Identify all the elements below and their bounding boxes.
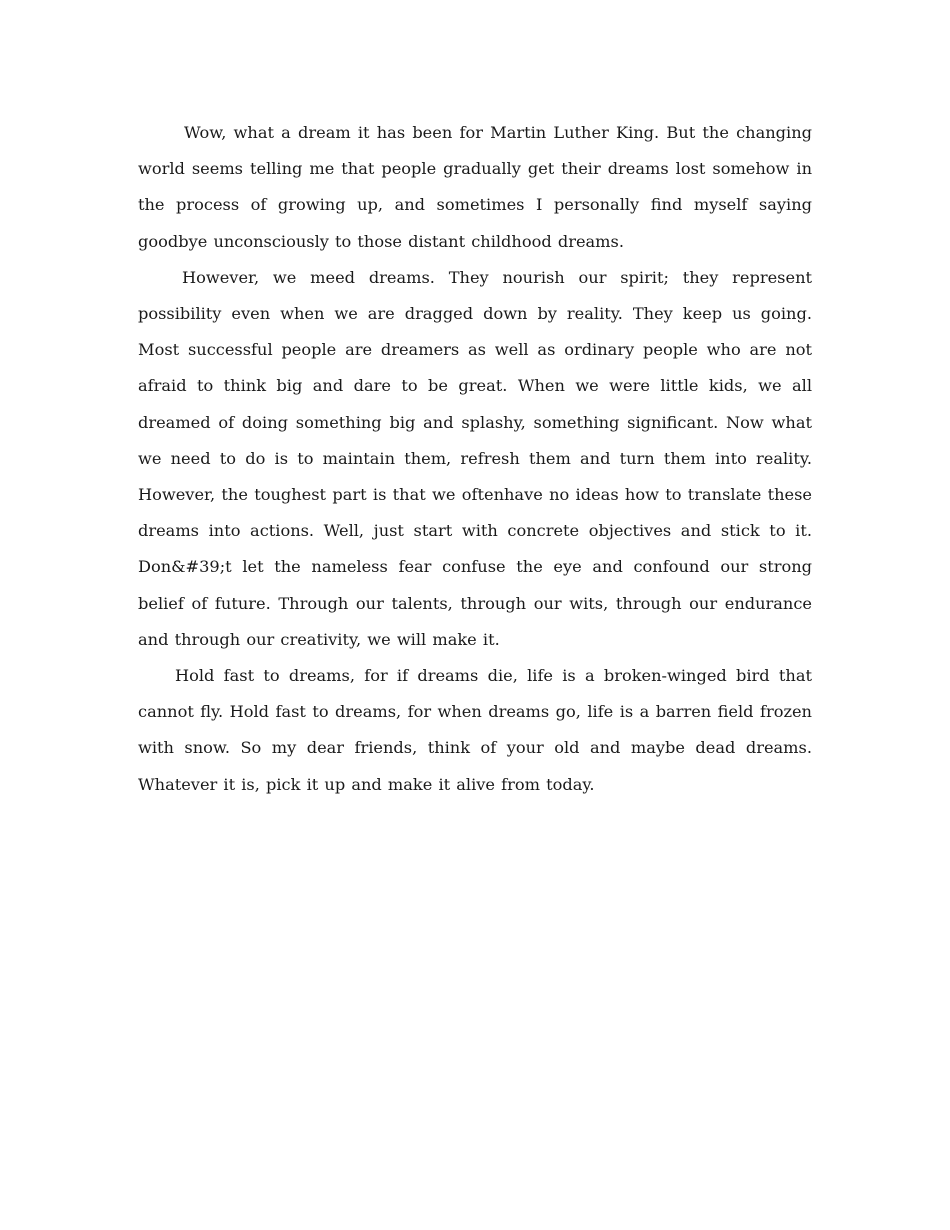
- paragraph-1: Wow, what a dream it has been for Martin Luther King. But the changing world seems telling me that people gradually get their dreams lost somehow in the process of growing up, and sometimes I personally find myself saying goodbye unconsciously to those distant childhood dreams.: [138, 123, 812, 251]
- paragraph-2: However, we meed dreams. They nourish our spirit; they represent possibility even when we are dragged down by reality. They keep us going. Most successful people are dreamers as well as ordinary people who are not afraid to think big and dare to be great. When we were little kids, we all dreamed of doing something big and splashy, something significant. Now what we need to do is to maintain them, refresh them and turn them into reality. However, the toughest part is that we oftenhave no ideas how to translate these dreams into actions. Well, just start with concrete objectives and stick to it. Don&#39;t let the nameless fear confuse the eye and confound our strong belief of future. Through our talents, through our wits, through our endurance and through our creativity, we will make it.: [138, 267, 812, 649]
- paragraph-3: Hold fast to dreams, for if dreams die, life is a broken-winged bird that cannot fly. Hold fast to dreams, for when dreams go, life is a barren field frozen with snow. So my dear friends, think of your old and maybe dead dreams. Whatever it is, pick it up and make it alive from today.: [138, 666, 812, 794]
- document-page: [138, 115, 812, 803]
